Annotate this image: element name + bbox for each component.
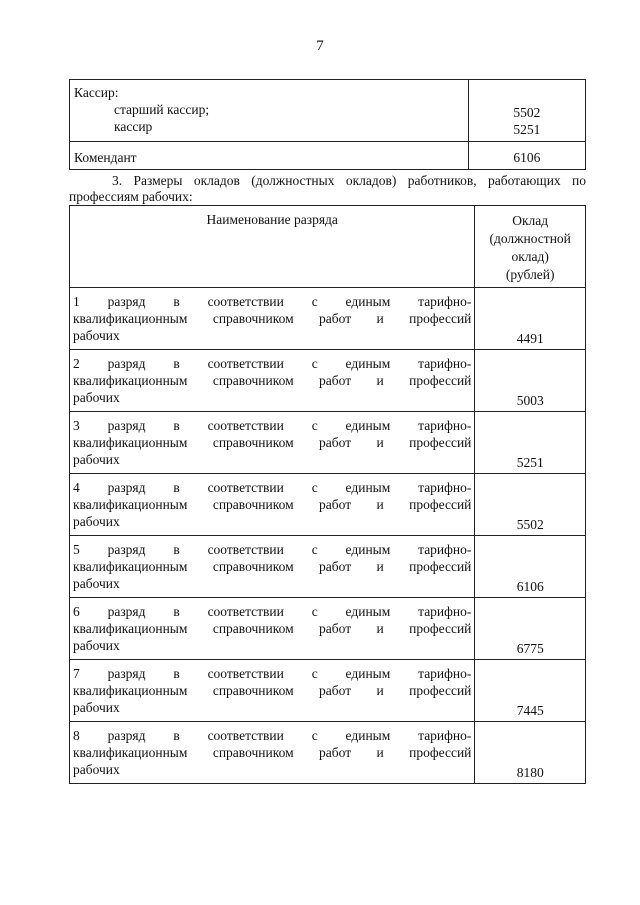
grade-salary: 8180 <box>475 722 586 784</box>
grade-line <box>73 541 471 558</box>
header-grade-name: Наименование разряда <box>70 206 475 288</box>
grade-line <box>73 620 471 637</box>
grade-word: в <box>173 728 180 743</box>
grade-word: единым <box>345 542 391 557</box>
grade-line <box>73 744 471 761</box>
grade-word: профессий <box>409 683 472 698</box>
grade-word: работ <box>319 745 352 760</box>
table-header-row <box>70 206 586 288</box>
table-row <box>70 412 586 474</box>
grade-number: 6 <box>73 604 80 619</box>
grade-word: с <box>311 418 318 433</box>
grade-word: справочником <box>212 745 294 760</box>
section-paragraph: 3. Размеры окладов (должностных окладов) работников, работающих по профессиям рабочих: <box>69 173 586 204</box>
grade-word: единым <box>345 356 391 371</box>
grade-number: 1 <box>73 294 80 309</box>
grade-word: тарифно- <box>418 728 472 743</box>
grade-line: рабочих <box>73 638 120 653</box>
grade-word: и <box>376 373 384 388</box>
grade-word: разряд <box>107 480 146 495</box>
cashier-label: кассир <box>114 119 153 134</box>
grade-line: рабочих <box>73 328 120 343</box>
grade-word: профессий <box>409 373 472 388</box>
grade-salary: 7445 <box>475 660 586 722</box>
grade-word: работ <box>319 497 352 512</box>
grade-name-cell <box>70 412 475 474</box>
grade-word: квалификационным <box>73 559 188 574</box>
grade-word: с <box>311 542 318 557</box>
grade-name-cell <box>70 598 475 660</box>
grade-word: единым <box>345 666 391 681</box>
grade-number: 5 <box>73 542 80 557</box>
grade-word: и <box>376 683 384 698</box>
grade-word: в <box>173 542 180 557</box>
grade-number: 2 <box>73 356 80 371</box>
grade-salary: 6106 <box>475 536 586 598</box>
grade-word: с <box>311 356 318 371</box>
grade-number: 8 <box>73 728 80 743</box>
grade-word: соответствии <box>207 418 284 433</box>
grade-salary: 5003 <box>475 350 586 412</box>
grade-word: разряд <box>107 666 146 681</box>
grade-word: работ <box>319 683 352 698</box>
grade-line <box>73 682 471 699</box>
position-cell <box>70 80 469 142</box>
grade-word: соответствии <box>207 542 284 557</box>
grade-name-cell <box>70 288 475 350</box>
grade-word: справочником <box>212 435 294 450</box>
grade-word: и <box>376 311 384 326</box>
table-row <box>70 350 586 412</box>
grade-word: разряд <box>107 604 146 619</box>
grade-word: единым <box>345 604 391 619</box>
grade-name-cell <box>70 474 475 536</box>
grade-number: 3 <box>73 418 80 433</box>
table-row <box>70 598 586 660</box>
grade-word: соответствии <box>207 480 284 495</box>
grade-word: и <box>376 435 384 450</box>
grade-line <box>73 372 471 389</box>
grade-word: единым <box>345 294 391 309</box>
commandant-salary: 6106 <box>468 142 585 170</box>
grade-line <box>73 479 471 496</box>
grade-number: 4 <box>73 480 80 495</box>
grade-line <box>73 496 471 513</box>
grade-salary: 5251 <box>475 412 586 474</box>
grade-word: справочником <box>212 683 294 698</box>
grade-word: тарифно- <box>418 604 472 619</box>
senior-cashier-label: старший кассир; <box>114 102 210 117</box>
grade-word: квалификационным <box>73 373 188 388</box>
grade-line <box>73 558 471 575</box>
grade-word: работ <box>319 311 352 326</box>
grade-line <box>73 293 471 310</box>
grade-word: справочником <box>212 311 294 326</box>
grade-word: тарифно- <box>418 666 472 681</box>
positions-salary-table <box>69 79 586 170</box>
grade-word: единым <box>345 480 391 495</box>
grade-word: в <box>173 418 180 433</box>
grade-line <box>73 603 471 620</box>
grade-word: в <box>173 666 180 681</box>
grade-word: справочником <box>212 559 294 574</box>
grade-word: в <box>173 294 180 309</box>
grade-word: профессий <box>409 497 472 512</box>
grade-word: квалификационным <box>73 311 188 326</box>
grade-word: соответствии <box>207 728 284 743</box>
grade-word: тарифно- <box>418 542 472 557</box>
grade-word: в <box>173 480 180 495</box>
grade-word: единым <box>345 418 391 433</box>
grade-word: квалификационным <box>73 621 188 636</box>
table-row <box>70 142 586 170</box>
header-salary-line: оклад) <box>511 249 549 264</box>
grade-word: с <box>311 666 318 681</box>
grade-word: справочником <box>212 621 294 636</box>
grade-salary: 6775 <box>475 598 586 660</box>
grade-word: разряд <box>107 728 146 743</box>
grade-line <box>73 434 471 451</box>
grade-word: в <box>173 604 180 619</box>
grade-word: работ <box>319 559 352 574</box>
grade-word: профессий <box>409 311 472 326</box>
grade-line: рабочих <box>73 700 120 715</box>
grade-word: профессий <box>409 745 472 760</box>
cashier-salary: 5251 <box>513 122 541 137</box>
grade-line: рабочих <box>73 390 120 405</box>
grade-word: квалификационным <box>73 683 188 698</box>
cashier-heading: Кассир: <box>74 85 119 100</box>
header-salary-line: Оклад <box>512 213 549 228</box>
grade-word: квалификационным <box>73 745 188 760</box>
grade-line <box>73 355 471 372</box>
grade-word: и <box>376 497 384 512</box>
grade-line <box>73 310 471 327</box>
grade-word: тарифно- <box>418 356 472 371</box>
grade-word: работ <box>319 621 352 636</box>
grade-word: квалификационным <box>73 497 188 512</box>
grade-word: работ <box>319 373 352 388</box>
grade-word: тарифно- <box>418 294 472 309</box>
grade-word: разряд <box>107 356 146 371</box>
grade-name-cell <box>70 722 475 784</box>
grade-word: с <box>311 604 318 619</box>
grades-salary-table <box>69 205 586 784</box>
grade-line: рабочих <box>73 576 120 591</box>
grade-word: и <box>376 621 384 636</box>
header-salary-line: (рублей) <box>505 267 555 282</box>
grade-word: разряд <box>107 542 146 557</box>
grade-word: разряд <box>107 294 146 309</box>
grade-word: работ <box>319 435 352 450</box>
page-number: 7 <box>316 38 324 54</box>
table-row <box>70 660 586 722</box>
grade-word: в <box>173 356 180 371</box>
grade-word: соответствии <box>207 604 284 619</box>
grade-word: с <box>311 294 318 309</box>
senior-cashier-salary: 5502 <box>513 105 541 120</box>
commandant-label: Комендант <box>70 142 469 170</box>
grade-word: и <box>376 559 384 574</box>
grade-line <box>73 665 471 682</box>
salary-cell <box>468 80 585 142</box>
table-row <box>70 722 586 784</box>
grade-word: тарифно- <box>418 480 472 495</box>
grade-salary: 5502 <box>475 474 586 536</box>
grade-word: и <box>376 745 384 760</box>
grade-line: рабочих <box>73 514 120 529</box>
grade-word: соответствии <box>207 294 284 309</box>
grade-word: профессий <box>409 435 472 450</box>
table-row <box>70 474 586 536</box>
grade-word: справочником <box>212 497 294 512</box>
grade-word: тарифно- <box>418 418 472 433</box>
header-salary <box>475 206 586 288</box>
grade-word: профессий <box>409 621 472 636</box>
grade-word: соответствии <box>207 356 284 371</box>
grade-word: разряд <box>107 418 146 433</box>
table-row <box>70 80 586 142</box>
grade-line: рабочих <box>73 452 120 467</box>
grade-word: квалификационным <box>73 435 188 450</box>
grade-word: соответствии <box>207 666 284 681</box>
grade-salary: 4491 <box>475 288 586 350</box>
grade-line <box>73 417 471 434</box>
grade-line: рабочих <box>73 762 120 777</box>
header-salary-line: (должностной <box>489 231 571 246</box>
grade-word: с <box>311 480 318 495</box>
grade-word: профессий <box>409 559 472 574</box>
grade-line <box>73 727 471 744</box>
grade-word: справочником <box>212 373 294 388</box>
grade-name-cell <box>70 536 475 598</box>
grade-word: единым <box>345 728 391 743</box>
grade-name-cell <box>70 350 475 412</box>
table-row <box>70 288 586 350</box>
grade-word: с <box>311 728 318 743</box>
grade-number: 7 <box>73 666 80 681</box>
grade-name-cell <box>70 660 475 722</box>
table-row <box>70 536 586 598</box>
